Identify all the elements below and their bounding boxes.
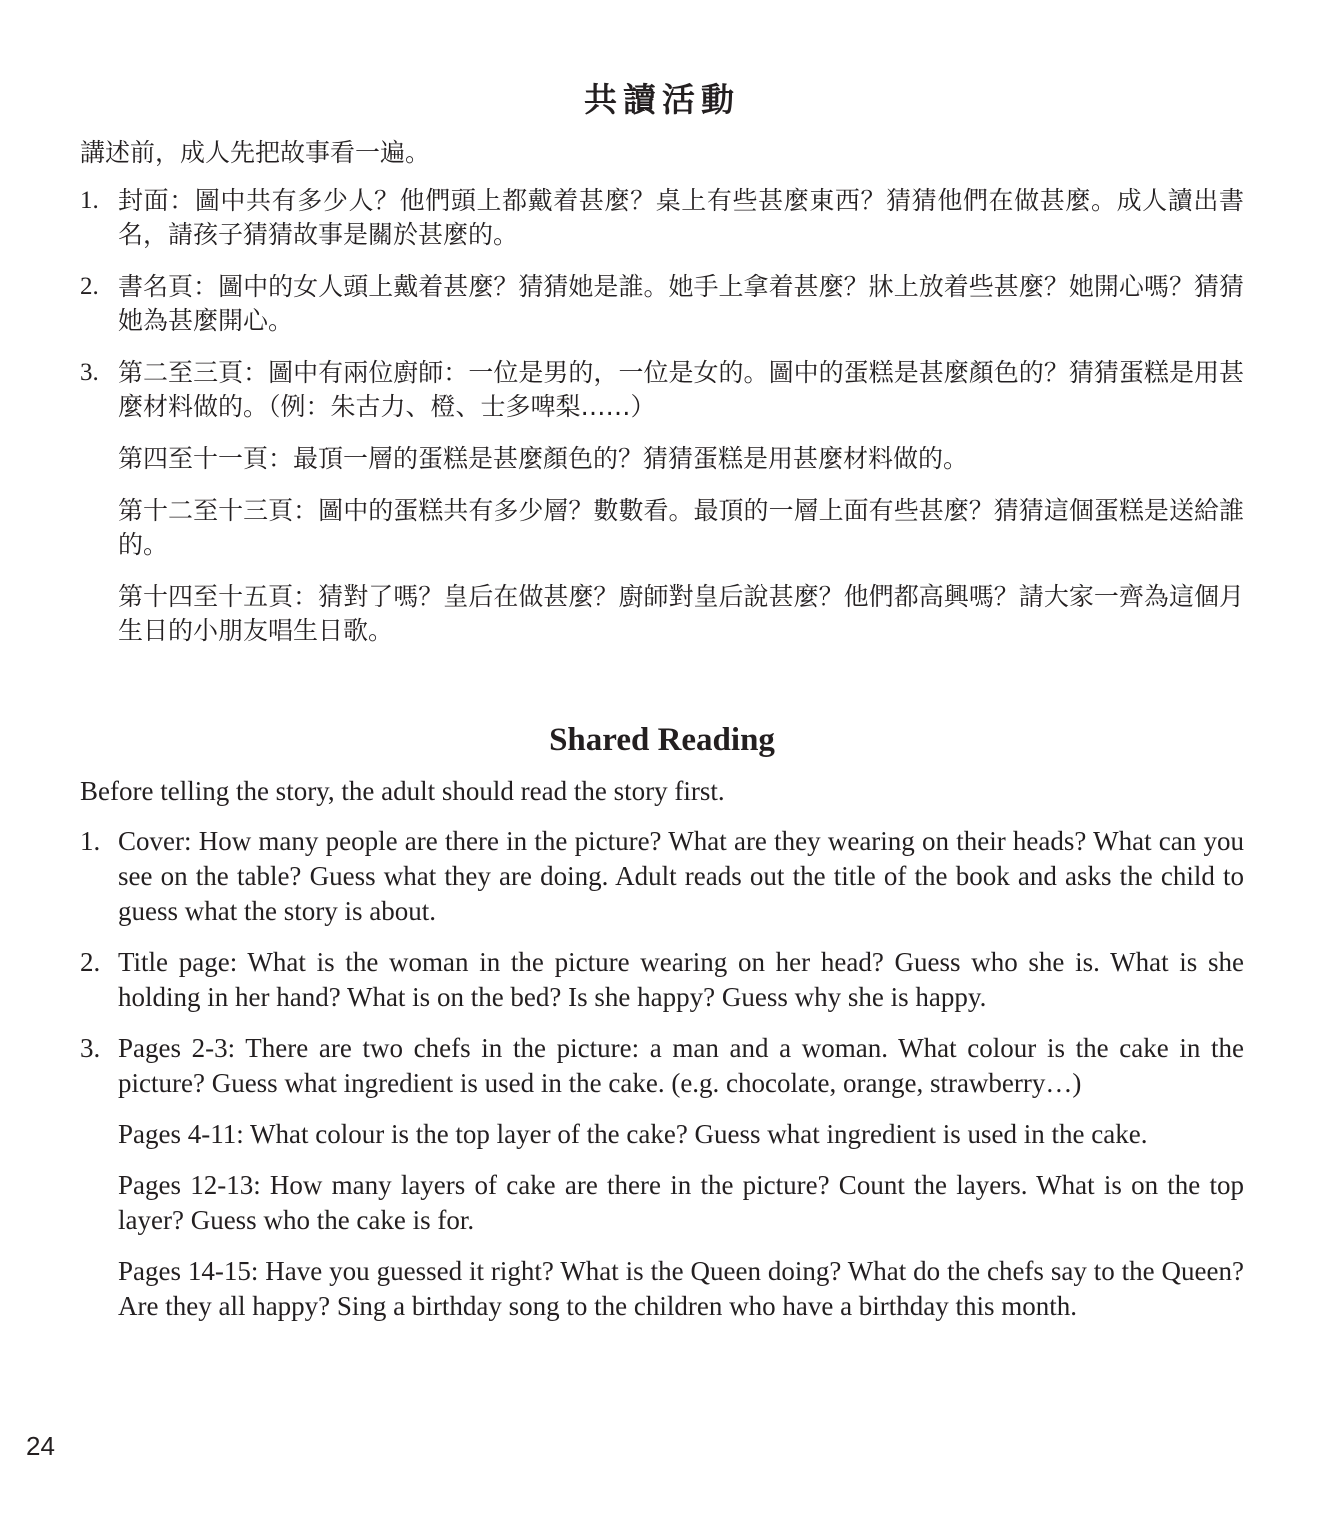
item-number: 3. <box>80 359 99 386</box>
item-number: 3. <box>80 1033 101 1063</box>
chinese-item-3 <box>80 356 1244 424</box>
item-number: 1. <box>80 826 101 856</box>
english-item-1 <box>80 824 1244 929</box>
chinese-subitem-pages-4-11: 第四至十一頁：最頂一層的蛋糕是甚麼顏色的？猜猜蛋糕是用甚麼材料做的。 <box>118 444 969 473</box>
item-text: Title page: What is the woman in the picture wearing on her head? Guess who she is. What is she holding in her hand? What is on the bed? Is she happy? Guess why she is happy. <box>118 947 1244 1012</box>
english-intro: Before telling the story, the adult should read the story first. <box>80 776 725 806</box>
item-text: Cover: How many people are there in the picture? What are they wearing on their heads? What can you see on the table? Guess what they are doing. Adult reads out the title of the book and asks the child to guess what the story is about. <box>118 826 1244 926</box>
english-section <box>80 718 1244 1340</box>
english-subitem-pages-4-11: Pages 4-11: What colour is the top layer of the cake? Guess what ingredient is used in the cake. <box>118 1119 1148 1149</box>
chinese-intro: 講述前，成人先把故事看一遍。 <box>80 138 431 167</box>
item-text: 封面：圖中共有多少人？他們頭上都戴着甚麼？桌上有些甚麼東西？猜猜他們在做甚麼。成人讀出書名，請孩子猜猜故事是關於甚麼的。 <box>118 186 1244 249</box>
item-number: 1. <box>80 187 99 214</box>
english-item-2 <box>80 945 1244 1015</box>
chinese-subitem-pages-12-13: 第十二至十三頁：圖中的蛋糕共有多少層？數數看。最頂的一層上面有些甚麼？猜猜這個蛋糕是送給誰的。 <box>118 496 1244 559</box>
item-text: 第二至三頁：圖中有兩位廚師：一位是男的，一位是女的。圖中的蛋糕是甚麼顏色的？猜猜蛋糕是用甚麼材料做的。（例：朱古力、橙、士多啤梨……） <box>118 358 1244 421</box>
chinese-item-2 <box>80 270 1244 338</box>
page-number: 24 <box>26 1431 55 1461</box>
chinese-subitem-pages-14-15: 第十四至十五頁：猜對了嗎？皇后在做甚麼？廚師對皇后說甚麼？他們都高興嗎？請大家一齊為這個月生日的小朋友唱生日歌。 <box>118 582 1244 645</box>
item-number: 2. <box>80 273 99 300</box>
english-subitem-pages-14-15: Pages 14-15: Have you guessed it right? What is the Queen doing? What do the chefs say to the Queen? Are they all happy? Sing a birthday song to the children who have a birthday this month. <box>118 1256 1244 1321</box>
item-number: 2. <box>80 947 101 977</box>
chinese-section <box>80 78 1244 666</box>
english-subitem-pages-12-13: Pages 12-13: How many layers of cake are there in the picture? Count the layers. What is on the top layer? Guess who the cake is for. <box>118 1170 1244 1235</box>
chinese-item-1 <box>80 184 1244 252</box>
chinese-title: 共讀活動 <box>584 80 740 119</box>
english-title: Shared Reading <box>549 722 775 758</box>
item-text: Pages 2-3: There are two chefs in the picture: a man and a woman. What colour is the cake in the picture? Guess what ingredient is used in the cake. (e.g. chocolate, orange, strawberry…) <box>118 1033 1244 1098</box>
item-text: 書名頁：圖中的女人頭上戴着甚麼？猜猜她是誰。她手上拿着甚麼？牀上放着些甚麼？她開心嗎？猜猜她為甚麼開心。 <box>118 272 1244 335</box>
english-item-3 <box>80 1031 1244 1101</box>
